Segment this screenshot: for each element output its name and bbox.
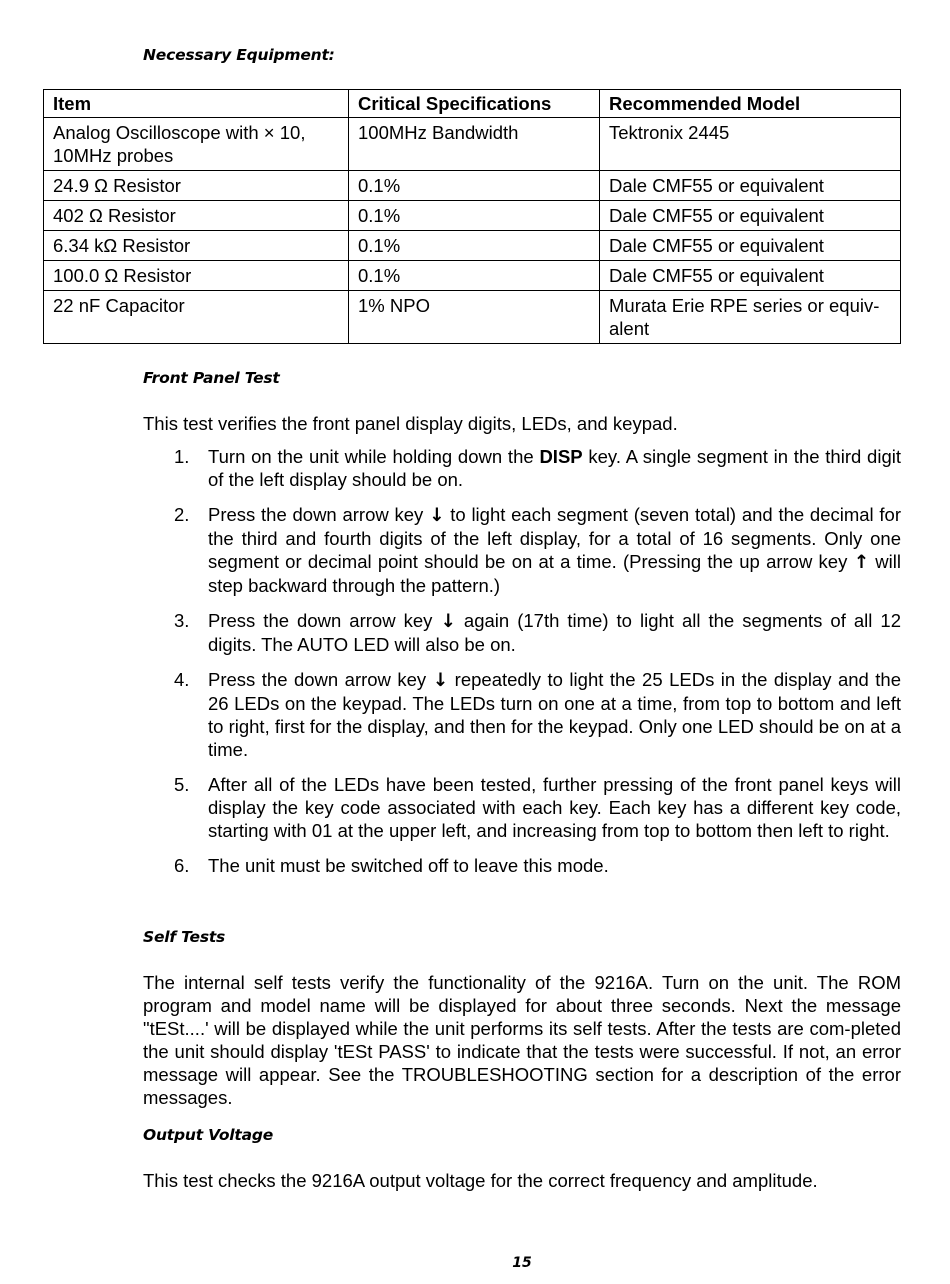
table-row	[44, 201, 901, 231]
table-cell: 100MHz Bandwidth	[349, 118, 600, 171]
down-arrow-icon: ↓	[429, 505, 445, 526]
step-number: 6.	[174, 855, 190, 876]
step-text: again (17th time) to light all the segments of all 12 digits. The AUTO LED will also be on.	[208, 610, 901, 655]
table-cell: Analog Oscilloscope with × 10, 10MHz probes	[44, 118, 349, 171]
step-text: The unit must be switched off to leave this mode.	[208, 855, 609, 876]
self-tests-heading: Self Tests	[143, 928, 226, 946]
table-cell: Murata Erie RPE series or equiv-alent	[600, 291, 901, 344]
table-cell: Dale CMF55 or equivalent	[600, 201, 901, 231]
table-row	[44, 118, 901, 171]
column-header: Critical Specifications	[349, 90, 600, 118]
table-cell: 24.9 Ω Resistor	[44, 171, 349, 201]
table-cell: Dale CMF55 or equivalent	[600, 261, 901, 291]
table-row	[44, 231, 901, 261]
self-tests-body: The internal self tests verify the functionality of the 9216A. Turn on the unit. The ROM program and model name will be displayed for about three seconds. Next the message "tESt....' will be displayed while the unit performs its self tests. After the tests are com-pleted the unit should display 'tESt PASS' to indicate that the tests were successful. If not, an error message will appear. See the TROUBLESHOOTING section for a description of the error messages.	[143, 972, 901, 1108]
front-panel-heading: Front Panel Test	[143, 369, 280, 387]
step-text: Press the down arrow key	[208, 610, 441, 631]
step-number: 4.	[174, 669, 190, 690]
list-item	[143, 854, 901, 877]
step-text: Press the down arrow key	[208, 669, 433, 690]
step-number: 5.	[174, 774, 190, 795]
step-text: to light each segment (seven total) and the decimal for the third and fourth digits of the left display, for a total of 16 segments. Only one segment or decimal point should be on at a time. (Pressing the up arrow key	[208, 504, 901, 572]
table-cell: 0.1%	[349, 201, 600, 231]
equipment-heading: Necessary Equipment:	[143, 46, 335, 64]
table-cell: Dale CMF55 or equivalent	[600, 231, 901, 261]
table-cell: Dale CMF55 or equivalent	[600, 171, 901, 201]
output-voltage-body: This test checks the 9216A output voltage for the correct frequency and amplitude.	[143, 1170, 818, 1191]
table-row	[44, 291, 901, 344]
column-header: Item	[44, 90, 349, 118]
disp-key-label: DISP	[539, 446, 583, 467]
output-voltage-heading: Output Voltage	[143, 1126, 274, 1144]
up-arrow-icon: ↑	[853, 552, 870, 573]
equipment-table	[43, 89, 901, 344]
table-row	[44, 171, 901, 201]
list-item	[143, 609, 901, 656]
table-cell: 22 nF Capacitor	[44, 291, 349, 344]
list-item	[143, 668, 901, 761]
front-panel-steps	[143, 445, 901, 889]
table-cell: 0.1%	[349, 261, 600, 291]
step-text: will step backward through the pattern.)	[208, 551, 901, 596]
step-text: repeatedly to light the 25 LEDs in the display and the 26 LEDs on the keypad. The LEDs turn on one at a time, from top to bottom and left to right, first for the display, and then for the keypad. Only one LED should be on at a time.	[208, 669, 902, 760]
list-item	[143, 503, 901, 597]
page-number: 15	[512, 1255, 532, 1271]
step-text: After all of the LEDs have been tested, further pressing of the front panel keys will display the key code associated with each key. Each key has a different key code, starting with 01 at the upper left, and increasing from top to bottom then left to right.	[208, 774, 901, 841]
front-panel-intro: This test verifies the front panel display digits, LEDs, and keypad.	[143, 413, 678, 434]
table-cell: Tektronix 2445	[600, 118, 901, 171]
table-cell: 402 Ω Resistor	[44, 201, 349, 231]
table-row	[44, 261, 901, 291]
column-header: Recommended Model	[600, 90, 901, 118]
table-cell: 100.0 Ω Resistor	[44, 261, 349, 291]
table-cell: 0.1%	[349, 231, 600, 261]
table-cell: 0.1%	[349, 171, 600, 201]
list-item	[143, 445, 901, 491]
step-number: 3.	[174, 610, 190, 631]
step-number: 1.	[174, 446, 190, 467]
step-text: Press the down arrow key	[208, 504, 430, 525]
list-item	[143, 773, 901, 842]
table-cell: 1% NPO	[349, 291, 600, 344]
step-number: 2.	[174, 504, 190, 525]
table-header-row	[44, 90, 901, 118]
down-arrow-icon: ↓	[440, 611, 456, 632]
down-arrow-icon: ↓	[432, 670, 449, 691]
table-cell: 6.34 kΩ Resistor	[44, 231, 349, 261]
step-text: key. A single segment in the third digit of the left display should be on.	[208, 446, 901, 490]
step-text: Turn on the unit while holding down the	[208, 446, 540, 467]
